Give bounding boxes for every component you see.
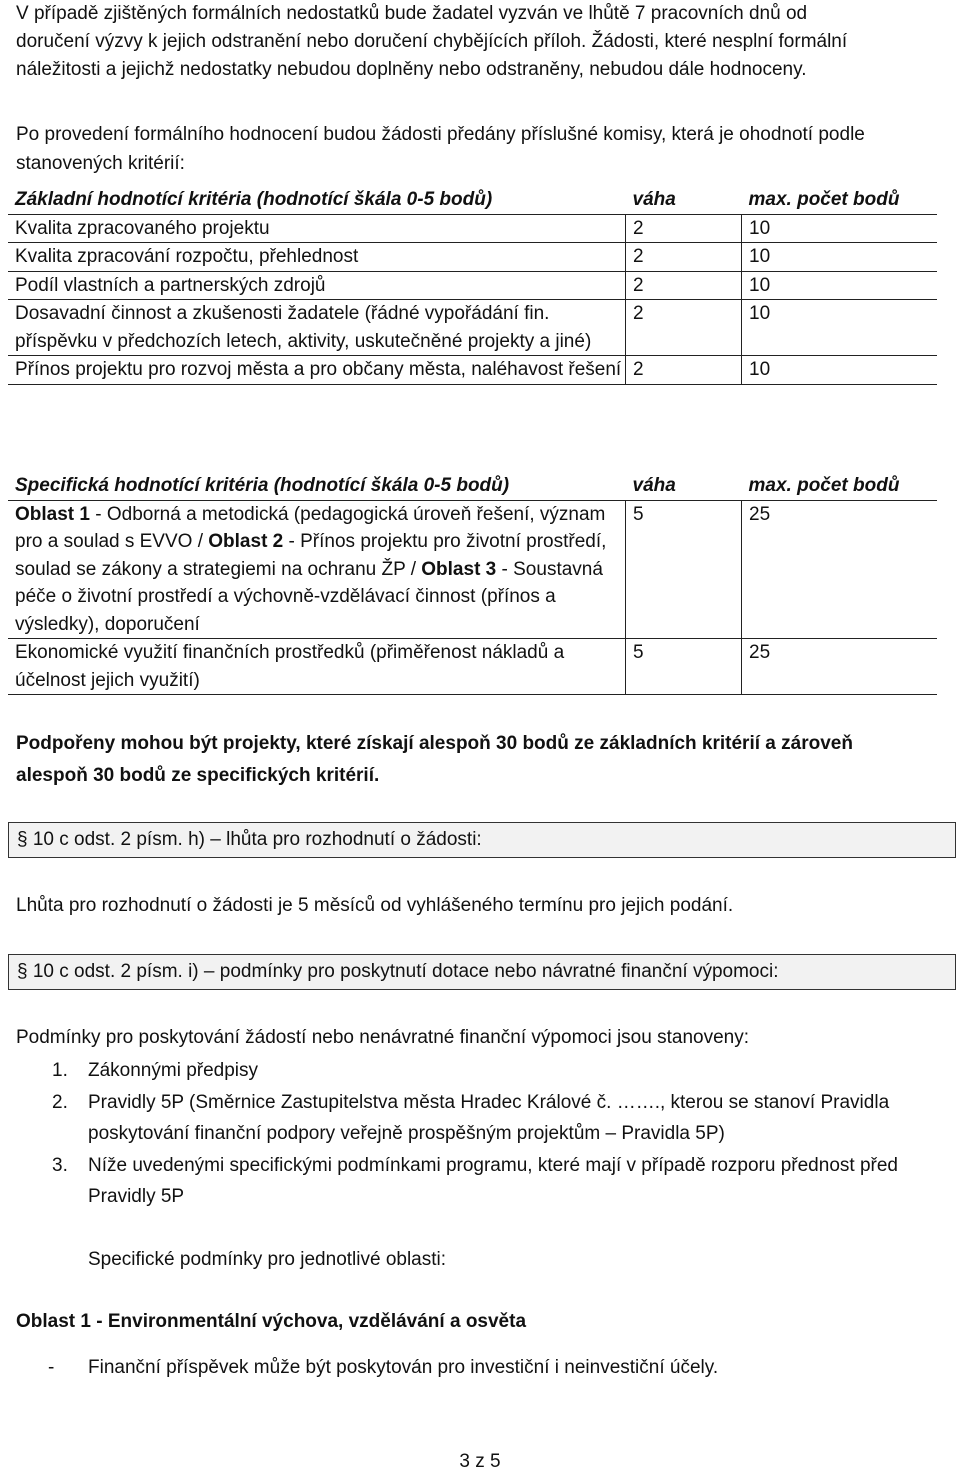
list-item [48,1055,928,1087]
list-number: 2. [52,1091,68,1113]
header-max-points: max. počet bodů [742,186,938,214]
list-text: Níže uvedenými specifickými podmínkami programu, které mají v případě rozporu přednost před Pravidly 5P [88,1154,898,1207]
criterion-cell: Kvalita zpracovaného projektu [8,214,626,243]
bullet-dash: - [48,1357,55,1378]
weight-cell: 2 [626,300,742,356]
header-weight: váha [626,472,742,500]
intro-paragraph [16,0,931,84]
table-row [8,500,937,639]
criterion-cell: Ekonomické využití finančních prostředků (přiměřenost nákladů a účelnost jejich využití) [8,639,626,695]
max-cell: 25 [742,500,938,639]
weight-cell: 2 [626,356,742,385]
section-heading-deadline: § 10 c odst. 2 písm. h) – lhůta pro rozhodnutí o žádosti: [8,822,956,858]
weight-cell: 5 [626,639,742,695]
bullet-text: Finanční příspěvek může být poskytován pro investiční i neinvestiční účely. [88,1357,719,1378]
weight-cell: 2 [626,243,742,272]
criterion-cell: Podíl vlastních a partnerských zdrojů [8,271,626,300]
list-number: 1. [52,1060,68,1081]
criterion-cell: Kvalita zpracování rozpočtu, přehlednost [8,243,626,272]
max-cell: 10 [742,356,938,385]
section-heading-conditions: § 10 c odst. 2 písm. i) – podmínky pro poskytnutí dotace nebo návratné finanční výpomoci: [8,954,956,990]
basic-criteria-table [8,186,937,385]
table-row [8,243,937,272]
area-1-label: Oblast 1 [15,503,90,525]
table-row [8,271,937,300]
table-header-row [8,186,937,214]
area-1-heading: Oblast 1 - Environmentální výchova, vzdělávání a osvěta [16,1311,527,1332]
weight-cell: 5 [626,500,742,639]
header-criteria: Základní hodnotící kritéria (hodnotící škála 0-5 bodů) [8,186,626,214]
specific-criteria-table [8,472,937,695]
max-cell: 10 [742,271,938,300]
list-text: Pravidly 5P (Směrnice Zastupitelstva města Hradec Králové č. ……., kterou se stanoví Pravidla poskytování finanční podpory veřejně prospěšným projektům – Pravidla 5P) [88,1091,890,1144]
max-cell: 10 [742,243,938,272]
max-cell: 25 [742,639,938,695]
criterion-cell: Přínos projektu pro rozvoj města a pro občany města, naléhavost řešení [8,356,626,385]
page-number: 3 z 5 [459,1451,501,1472]
intro-line-3: náležitosti a jejichž nedostatky nebudou doplněny nebo odstraněny, nebudou dále hodnoceny. [16,59,807,80]
deadline-paragraph: Lhůta pro rozhodnutí o žádosti je 5 měsíců od vyhlášeného termínu pro jejich podání. [16,895,734,916]
area-3-label: Oblast 3 [421,558,497,580]
weight-cell: 2 [626,214,742,243]
max-cell: 10 [742,214,938,243]
table-header-row [8,472,937,500]
intro-line-2: doručení výzvy k jejich odstranění nebo doručení chybějících příloh. Žádosti, které nesplní formální [16,31,848,52]
criterion-cell [8,500,626,639]
table-row [8,214,937,243]
evaluation-paragraph: Po provedení formálního hodnocení budou žádosti předány příslušné komisy, která je ohodnotí podle stanovených kritérií: [16,124,865,174]
header-max-points: max. počet bodů [742,472,938,500]
intro-line-1: V případě zjištěných formálních nedostatků bude žadatel vyzván ve lhůtě 7 pracovních dnů od [16,3,808,24]
table-row [8,639,937,695]
conditions-list [48,1055,928,1213]
area-3-text: - Soustavná péče o životní prostředí a výchovně-vzdělávací činnost (přínos a výsledky), doporučení [15,558,603,635]
weight-cell: 2 [626,271,742,300]
header-weight: váha [626,186,742,214]
criterion-cell: Dosavadní činnost a zkušenosti žadatele (řádné vypořádání fin. příspěvku v předchozích letech, aktivity, uskutečněné projekty a jiné) [8,300,626,356]
area-1-text: - Odborná a metodická (pedagogická úroveň řešení, význam pro a soulad s EVVO / [15,503,606,552]
area-2-text: - Přínos projektu pro životní prostředí, soulad se zákony a strategiemi na ochranu ŽP / [15,531,607,580]
list-number: 3. [52,1154,68,1176]
table-row [8,300,937,356]
conditions-intro-paragraph: Podmínky pro poskytování žádostí nebo nenávratné finanční výpomoci jsou stanoveny: [16,1027,749,1048]
max-cell: 10 [742,300,938,356]
list-item [48,1087,928,1150]
list-text: Zákonnými předpisy [88,1060,259,1081]
area-2-label: Oblast 2 [208,531,284,552]
table-row [8,356,937,385]
specific-conditions-heading: Specifické podmínky pro jednotlivé oblasti: [88,1249,447,1270]
support-condition-paragraph: Podpořeny mohou být projekty, které získají alespoň 30 bodů ze základních kritérií a zároveň alespoň 30 bodů ze specifických kritérií. [16,733,853,786]
header-criteria: Specifická hodnotící kritéria (hodnotící škála 0-5 bodů) [8,472,626,500]
list-item [48,1150,928,1213]
